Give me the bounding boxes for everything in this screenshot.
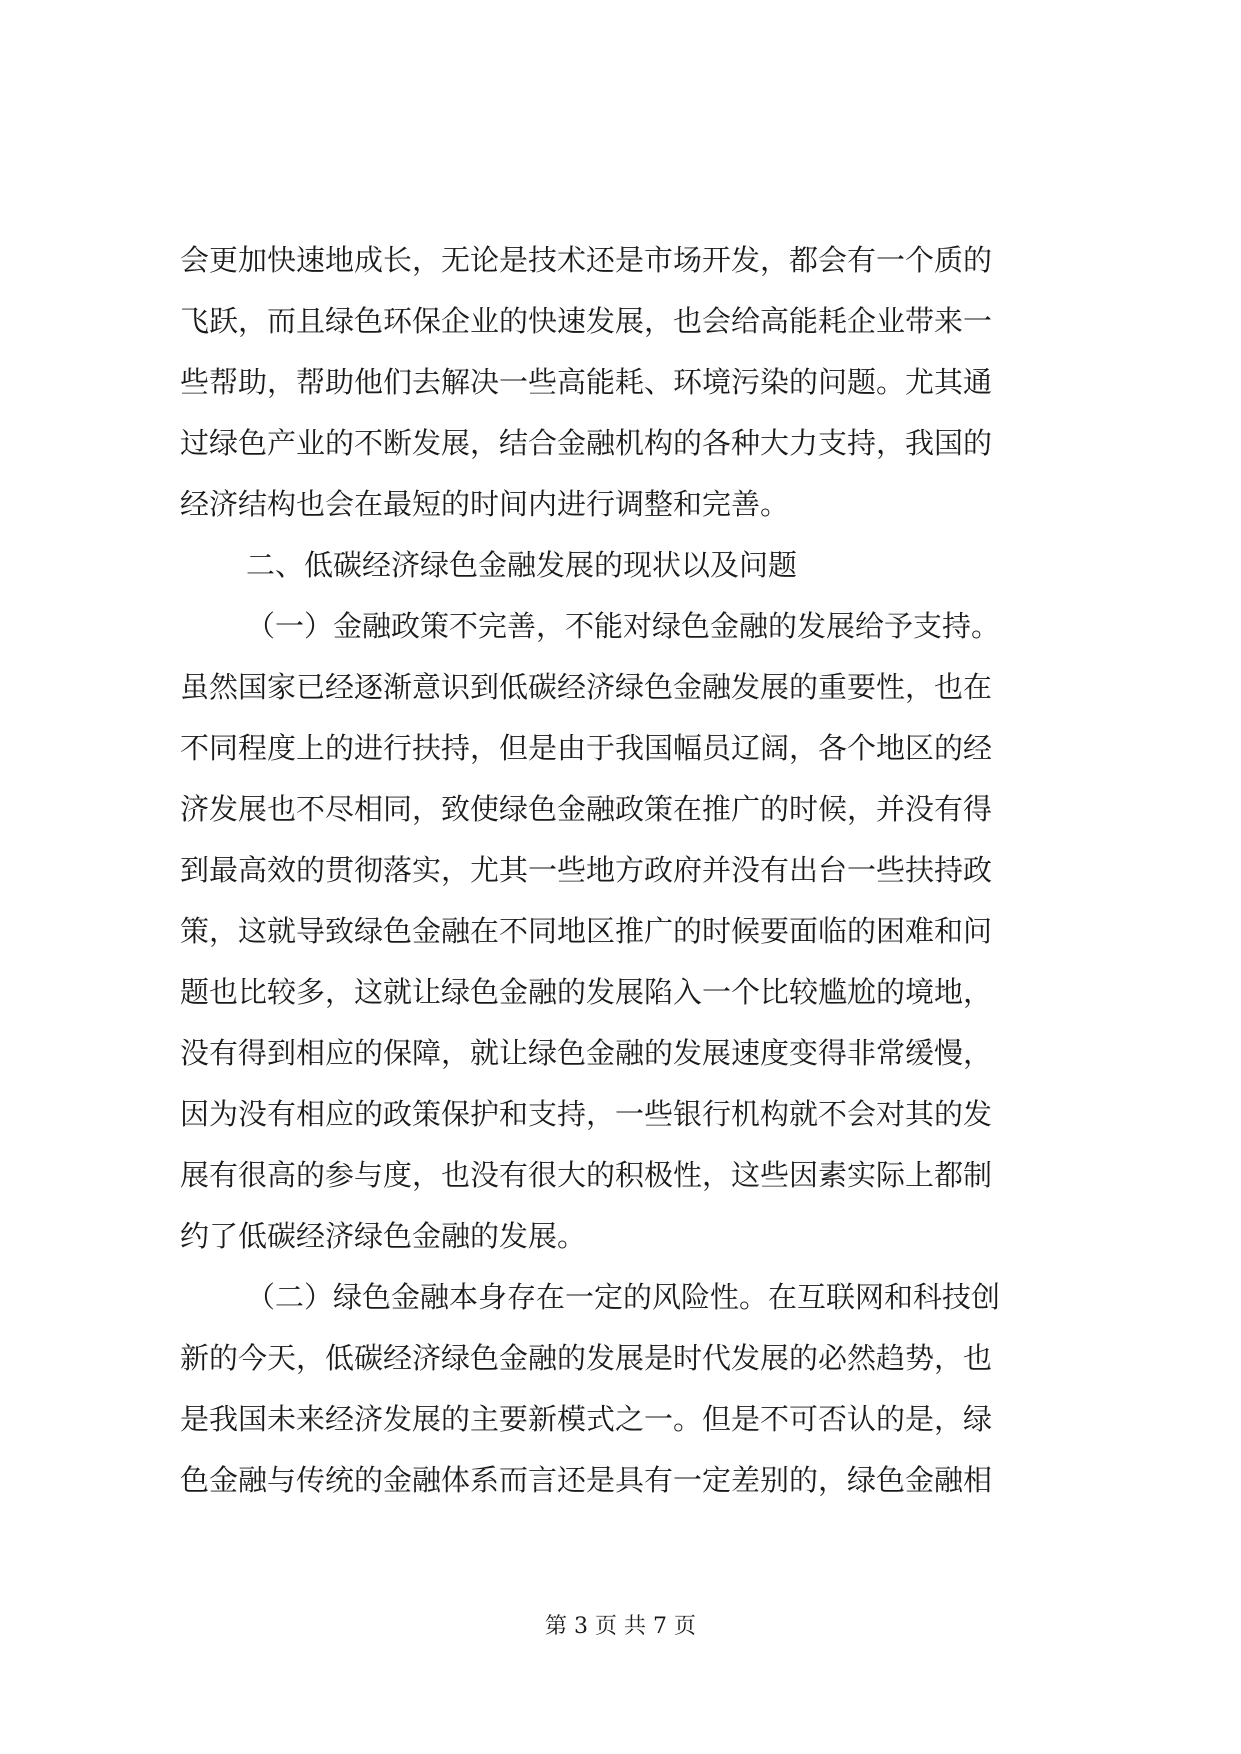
text-line: 展有很高的参与度，也没有很大的积极性，这些因素实际上都制 — [180, 1158, 993, 1192]
body-text — [180, 230, 1080, 1511]
text-line: 色金融与传统的金融体系而言还是具有一定差别的，绿色金融相 — [180, 1463, 993, 1497]
section-heading: 二、低碳经济绿色金融发展的现状以及问题 — [246, 548, 798, 582]
text-line: 虽然国家已经逐渐意识到低碳经济绿色金融发展的重要性，也在 — [180, 670, 993, 704]
text-line: 约了低碳经济绿色金融的发展。 — [180, 1219, 587, 1253]
text-line: 过绿色产业的不断发展，结合金融机构的各种大力支持，我国的 — [180, 426, 993, 460]
text-line: 到最高效的贯彻落实，尤其一些地方政府并没有出台一些扶持政 — [180, 853, 993, 887]
text-line: 策，这就导致绿色金融在不同地区推广的时候要面临的困难和问 — [180, 914, 993, 948]
text-line: 些帮助，帮助他们去解决一些高能耗、环境污染的问题。尤其通 — [180, 365, 993, 399]
subsection-heading-1: （一）金融政策不完善，不能对绿色金融的发展给予支持。 — [246, 609, 1001, 643]
text-line: 飞跃，而且绿色环保企业的快速发展，也会给高能耗企业带来一 — [180, 304, 993, 338]
text-line: 题也比较多，这就让绿色金融的发展陷入一个比较尴尬的境地， — [180, 975, 993, 1009]
text-line: 因为没有相应的政策保护和支持，一些银行机构就不会对其的发 — [180, 1097, 993, 1131]
page-number-footer: 第 3 页 共 7 页 — [545, 1614, 696, 1639]
text-line: 新的今天，低碳经济绿色金融的发展是时代发展的必然趋势，也 — [180, 1341, 993, 1375]
text-line: 经济结构也会在最短的时间内进行调整和完善。 — [180, 487, 790, 521]
text-line: 济发展也不尽相同，致使绿色金融政策在推广的时候，并没有得 — [180, 792, 993, 826]
text-line: 没有得到相应的保障，就让绿色金融的发展速度变得非常缓慢， — [180, 1036, 993, 1070]
text-line: 是我国未来经济发展的主要新模式之一。但是不可否认的是，绿 — [180, 1402, 993, 1436]
text-line: 会更加快速地成长，无论是技术还是市场开发，都会有一个质的 — [180, 243, 993, 277]
subsection-heading-2: （二）绿色金融本身存在一定的风险性。在互联网和科技创 — [246, 1280, 1001, 1314]
text-line: 不同程度上的进行扶持，但是由于我国幅员辽阔，各个地区的经 — [180, 731, 993, 765]
